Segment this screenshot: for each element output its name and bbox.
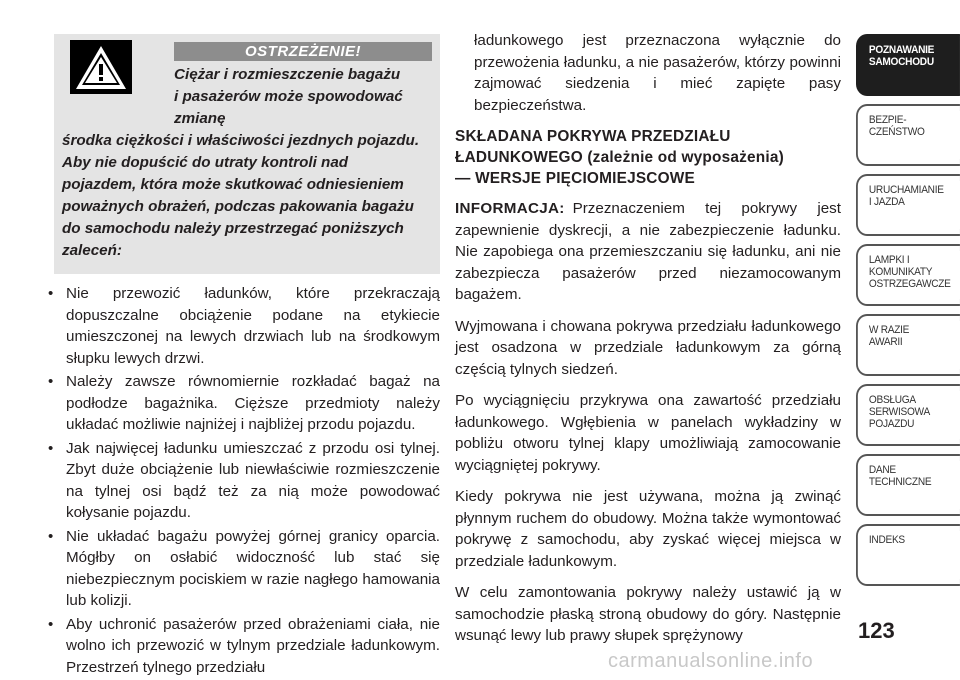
page-number: 123 xyxy=(858,618,895,643)
list-item: • Nie przewozić ładunków, które przekraczają dopuszczalne obciążenie podane na etykiecie umieszczonej na lewych drzwiach lub na środkowym słupku lewych drzwi. xyxy=(48,285,440,367)
paragraph: Kiedy pokrywa nie jest używana, można ją zwinąć płynnym ruchem do obudowy. Można także wymontować pokrywę z samochodu, aby zyskać więcej miejsca w przedziale ładunkowym. xyxy=(455,488,841,570)
tab-lampki-i-komunikaty[interactable]: LAMPKI I KOMUNIKATY OSTRZEGAWCZE xyxy=(856,244,960,306)
warning-line: zaleceń: xyxy=(62,242,122,259)
tab-bezpieczenstwo[interactable]: BEZPIE- CZEŃSTWO xyxy=(856,104,960,166)
warning-line: pojazdem, która może skutkować odniesieniem xyxy=(62,176,404,193)
warning-line: poważnych obrażeń, podczas pakowania bagażu xyxy=(62,198,414,215)
warning-box xyxy=(54,34,440,274)
list-item: • Aby uchronić pasażerów przed obrażeniami ciała, nie wolno ich przewozić w tylnym przedziale ładunkowym. Przestrzeń tylnego przedziału xyxy=(48,615,440,676)
list-item: • Należy zawsze równomiernie rozkładać bagaż na podłodze bagażnika. Cięższe przedmioty należy układać możliwie najniżej i najbliżej przodu pojazdu. xyxy=(48,373,440,433)
tab-obsluga-serwisowa[interactable]: OBSŁUGA SERWISOWA POJAZDU xyxy=(856,384,960,446)
warning-triangle-icon xyxy=(70,40,132,94)
list-item: • Nie układać bagażu powyżej górnej granicy oparcia. Mógłby on osłabić widoczność lub stać się niebezpiecznym pociskiem w razie nagłego hamowania lub kolizji. xyxy=(48,527,440,609)
section-title: SKŁADANA POKRYWA PRZEDZIAŁU ŁADUNKOWEGO (zależnie od wyposażenia) — WERSJE PIĘCIOMIEJSCOWE xyxy=(455,128,784,187)
warning-line: do samochodu należy przestrzegać poniższych xyxy=(62,220,404,237)
list-item: • Jak najwięcej ładunku umieszczać z przodu osi tylnej. Zbyt duże obciążenie lub niewłaściwie rozmieszczenie na tylnej osi bądź też za nią może powodować kołysanie pojazdu. xyxy=(48,439,440,521)
tab-uruchamianie-i-jazda[interactable]: URUCHAMIANIE I JAZDA xyxy=(856,174,960,236)
warning-line: środka ciężkości i właściwości jezdnych pojazdu. xyxy=(62,132,420,149)
paragraph: Po wyciągnięciu przykrywa ona zawartość przedziału ładunkowego. Wgłębienia w panelach wykładziny w pobliżu otworu tylnej klapy umożliwiają zamocowanie wyciągniętej pokrywy. xyxy=(455,392,841,474)
tab-indeks[interactable]: INDEKS xyxy=(856,524,960,586)
bullet-list xyxy=(40,283,440,678)
continuation-text: ładunkowego jest przeznaczona wyłącznie do przewożenia ładunku, a nie pasażerów, którzy powinni zajmować siedzenia i mieć zapięte pasy bezpieczeństwa. xyxy=(474,32,841,114)
info-paragraph: INFORMACJA: Przeznaczeniem tej pokrywy jest zapewnienie dyskrecji, a nie zabezpieczenie ładunku. Nie zapobiega ona przemieszczaniu się ładunku, ani nie zabezpiecza pasażerów przed niezamocowanym bagażem. xyxy=(455,200,841,303)
tab-poznawanie-samochodu[interactable]: POZNAWANIE SAMOCHODU xyxy=(856,34,960,96)
middle-column xyxy=(455,30,841,657)
watermark: carmanualsonline.info xyxy=(608,650,814,672)
warning-line: Aby nie dopuścić do utraty kontroli nad xyxy=(62,154,349,171)
tab-dane-techniczne[interactable]: DANE TECHNICZNE xyxy=(856,454,960,516)
left-column xyxy=(40,34,440,680)
warning-heading: OSTRZEŻENIE! xyxy=(174,42,432,61)
chapter-tabs xyxy=(856,34,960,594)
paragraph: Wyjmowana i chowana pokrywa przedziału ładunkowego jest osadzona w przedziale ładunkowym za górną częścią tylnych siedzeń. xyxy=(455,317,841,378)
tab-w-razie-awarii[interactable]: W RAZIE AWARII xyxy=(856,314,960,376)
warning-line: i pasażerów może spowodować zmianę xyxy=(174,88,403,127)
paragraph: W celu zamontowania pokrywy należy ustawić ją w samochodzie płaską stroną obudowy do góry. Następnie wsunąć lewy lub prawy słupek sprężynowy xyxy=(455,584,841,644)
warning-line: Ciężar i rozmieszczenie bagażu xyxy=(174,66,401,83)
